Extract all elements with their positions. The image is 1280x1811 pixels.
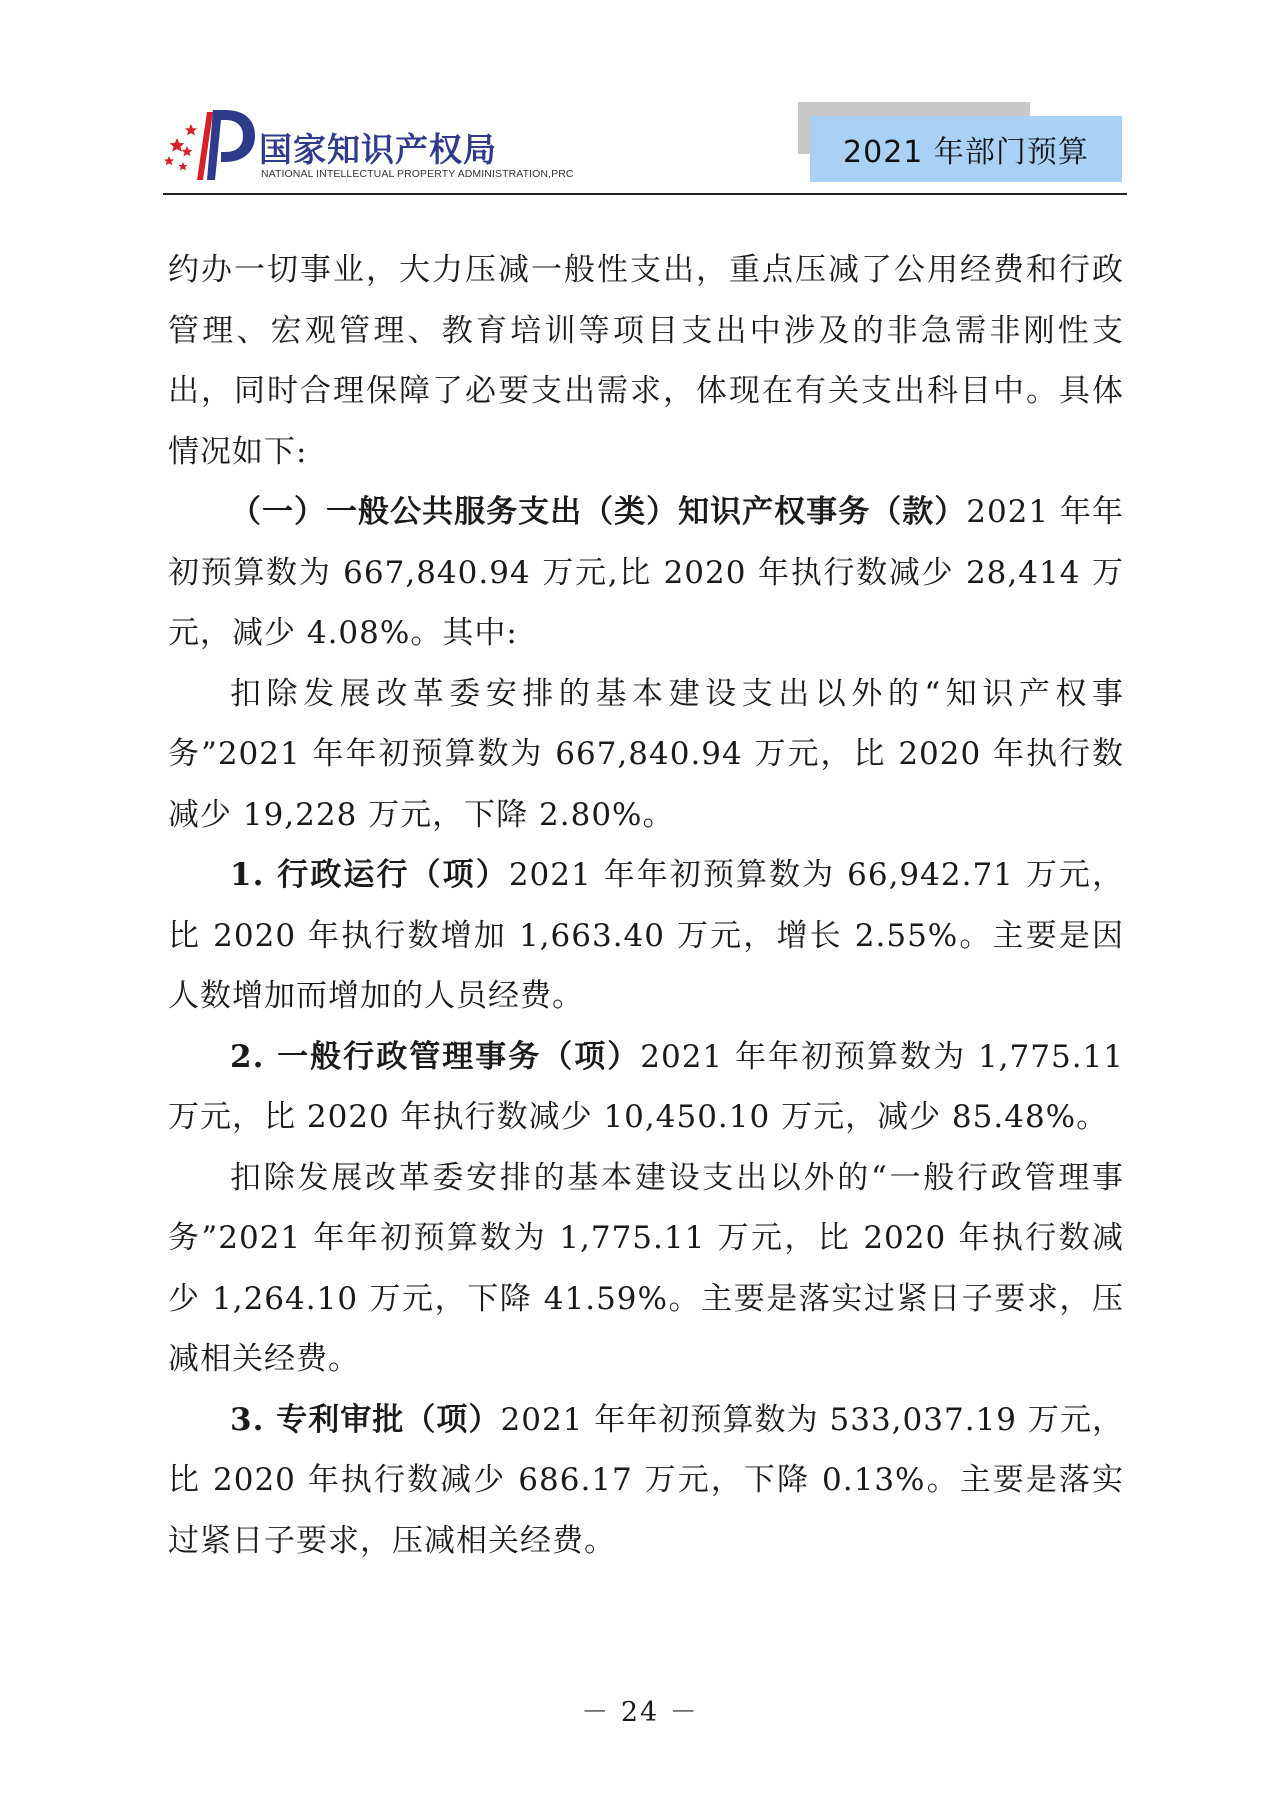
logo-english-text: NATIONAL INTELLECTUAL PROPERTY ADMINISTRATION,PRC — [261, 168, 574, 180]
cnipa-emblem-icon — [163, 104, 259, 184]
paragraph-item-1 — [168, 845, 1124, 1027]
document-body — [168, 240, 1124, 1571]
paragraph-item-3 — [168, 1390, 1124, 1572]
header-divider — [163, 193, 1127, 195]
page-header — [0, 0, 1280, 200]
item-3-heading: 3. 专利审批（项） — [230, 1401, 501, 1438]
paragraph-deduction-2: 扣除发展改革委安排的基本建设支出以外的“一般行政管理事务”2021 年年初预算数为 1,775.11 万元，比 2020 年执行数减少 1,264.10 万元，下降 41.59%。主要是落实过紧日子要求，压减相关经费。 — [168, 1159, 1124, 1377]
item-1-heading: 1. 行政运行（项） — [230, 857, 509, 893]
budget-year-badge — [810, 116, 1122, 182]
section-heading: （一）一般公共服务支出（类）知识产权事务（款） — [230, 494, 967, 530]
item-3-text: 2021 年年初预算数为 533,037.19 万元，比 2020 年执行数减少 686.17 万元，下降 0.13%。主要是落实过紧日子要求，压减相关经费。 — [168, 1401, 1124, 1559]
page-number: － 24 － — [581, 1697, 699, 1728]
item-2-text: 2021 年年初预算数为 1,775.11 万元，比 2020 年执行数减少 10,450.10 万元，减少 85.48%。 — [168, 1038, 1124, 1135]
paragraph-section-1 — [168, 482, 1124, 664]
logo-chinese-text: 国家知识产权局 — [259, 130, 497, 169]
budget-year-label: 2021 年部门预算 — [843, 135, 1089, 170]
paragraph-intro: 约办一切事业，大力压减一般性支出，重点压减了公用经费和行政管理、宏观管理、教育培训等项目支出中涉及的非急需非刚性支出，同时合理保障了必要支出需求，体现在有关支出科目中。具体情况如下: — [168, 252, 1124, 470]
item-2-heading: 2. 一般行政管理事务（项） — [230, 1038, 641, 1075]
cnipa-logo — [163, 104, 603, 184]
paragraph-item-2 — [168, 1027, 1124, 1148]
paragraph-deduction-1: 扣除发展改革委安排的基本建设支出以外的“知识产权事务”2021 年年初预算数为 667,840.94 万元，比 2020 年执行数减少 19,228 万元，下降 2.80%。 — [168, 675, 1124, 833]
item-1-text: 2021 年年初预算数为 66,942.71 万元，比 2020 年执行数增加 1,663.40 万元，增长 2.55%。主要是因人数增加而增加的人员经费。 — [168, 857, 1125, 1014]
section-text: 2021 年年初预算数为 667,840.94 万元,比 2020 年执行数减少 28,414 万元，减少 4.08%。其中: — [168, 494, 1125, 651]
